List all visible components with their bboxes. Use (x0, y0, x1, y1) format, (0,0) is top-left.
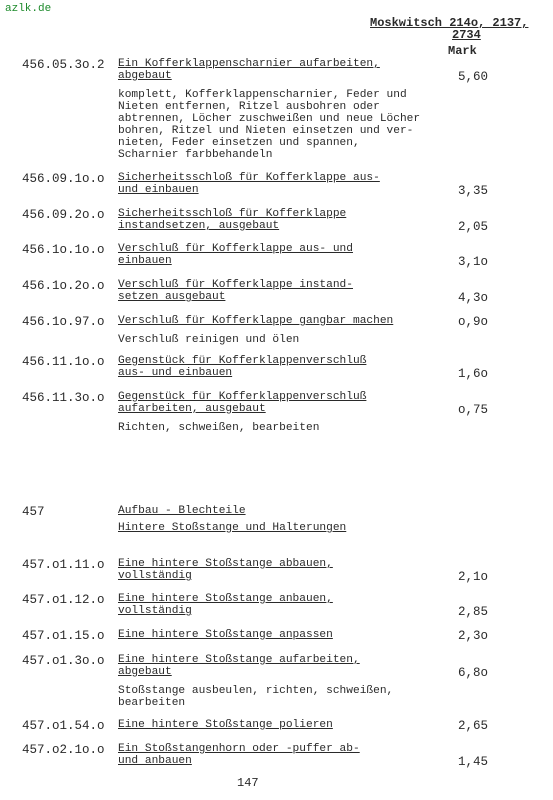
item-title (118, 391, 438, 415)
item-code: 456.1o.1o.o (22, 243, 105, 257)
item-title (118, 593, 438, 617)
item-price: 3,1o (458, 255, 489, 269)
item-code: 457.o1.11.o (22, 558, 105, 572)
item-code: 456.09.1o.o (22, 172, 105, 186)
item-title-line: setzen ausgebaut (118, 291, 226, 303)
item-price: 1,45 (458, 755, 489, 769)
item-description (118, 334, 438, 346)
section-code: 457 (22, 505, 45, 519)
item-title-line: aus- und einbauen (118, 367, 233, 379)
item-title-line: Eine hintere Stoßstange abbauen, (118, 558, 333, 570)
item-code: 456.11.1o.o (22, 355, 105, 369)
item-title (118, 629, 438, 641)
item-title-line: Ein Kofferklappenscharnier aufarbeiten, (118, 58, 380, 70)
item-title-line: Eine hintere Stoßstange anbauen, (118, 593, 333, 605)
item-description-line: komplett, Kofferklappenscharnier, Feder und (118, 89, 407, 101)
item-title (118, 355, 438, 379)
item-code: 456.1o.2o.o (22, 279, 105, 293)
item-price: 1,6o (458, 367, 489, 381)
item-price: o,9o (458, 315, 489, 329)
item-description-line: nieten, Feder einsetzen und spannen, (118, 137, 360, 149)
item-code: 456.11.3o.o (22, 391, 105, 405)
item-description (118, 89, 438, 161)
item-code: 457.o2.1o.o (22, 743, 105, 757)
item-title-line: Gegenstück für Kofferklappenverschluß (118, 391, 367, 403)
item-title-line: Ein Stoßstangenhorn oder -puffer ab- (118, 743, 360, 755)
item-price: 2,1o (458, 570, 489, 584)
site-label: azlk.de (5, 3, 52, 15)
item-title-line: Eine hintere Stoßstange polieren (118, 719, 333, 731)
item-price: 2,05 (458, 220, 489, 234)
item-title-line: Verschluß für Kofferklappe gangbar machen (118, 315, 394, 327)
item-code: 456.1o.97.o (22, 315, 105, 329)
item-code: 457.o1.15.o (22, 629, 105, 643)
item-title-line: Verschluß für Kofferklappe instand- (118, 279, 353, 291)
item-price: 6,8o (458, 666, 489, 680)
item-title (118, 58, 438, 82)
item-title-line: abgebaut (118, 70, 172, 82)
item-price: 2,85 (458, 605, 489, 619)
item-title-line: instandsetzen, ausgebaut (118, 220, 280, 232)
mark-column-header: Mark (448, 44, 477, 58)
item-price: 3,35 (458, 184, 489, 198)
item-price: o,75 (458, 403, 489, 417)
item-description (118, 685, 438, 709)
item-title-line: aufarbeiten, ausgebaut (118, 403, 266, 415)
item-title (118, 719, 438, 731)
item-title-line: Eine hintere Stoßstange aufarbeiten, (118, 654, 360, 666)
item-price: 2,3o (458, 629, 489, 643)
item-title (118, 743, 438, 767)
item-description (118, 422, 438, 434)
item-code: 457.o1.12.o (22, 593, 105, 607)
item-price: 2,65 (458, 719, 489, 733)
item-title (118, 243, 438, 267)
item-title-line: Gegenstück für Kofferklappenverschluß (118, 355, 367, 367)
item-title (118, 654, 438, 678)
item-title-line: Sicherheitsschloß für Kofferklappe (118, 208, 347, 220)
item-title (118, 279, 438, 303)
item-title-line: Verschluß für Kofferklappe aus- und (118, 243, 353, 255)
item-description-line: abtrennen, Löcher zuschweißen und neue Löcher (118, 113, 421, 125)
item-title-line: Sicherheitsschloß für Kofferklappe aus- (118, 172, 380, 184)
item-title-line: einbauen (118, 255, 172, 267)
header-title-line2: 2734 (452, 28, 481, 42)
item-description-line: Verschluß reinigen und ölen (118, 334, 300, 346)
item-code: 457.o1.3o.o (22, 654, 105, 668)
section-subtitle: Hintere Stoßstange und Halterungen (118, 522, 347, 534)
item-description-line: bohren, Ritzel und Nieten einsetzen und ver- (118, 125, 414, 137)
item-price: 4,3o (458, 291, 489, 305)
item-code: 456.09.2o.o (22, 208, 105, 222)
item-title (118, 208, 438, 232)
item-description-line: Scharnier farbbehandeln (118, 149, 273, 161)
item-title (118, 558, 438, 582)
item-title (118, 172, 438, 196)
item-title-line: und einbauen (118, 184, 199, 196)
item-title-line: Eine hintere Stoßstange anpassen (118, 629, 333, 641)
item-description-line: bearbeiten (118, 697, 186, 709)
page-number: 147 (237, 776, 259, 790)
section-title: Aufbau - Blechteile (118, 505, 246, 517)
item-title-line: und anbauen (118, 755, 192, 767)
header-title: Moskwitsch 214o, 2137, (370, 16, 529, 30)
item-price: 5,60 (458, 70, 489, 84)
item-title-line: vollständig (118, 605, 192, 617)
item-description-line: Richten, schweißen, bearbeiten (118, 422, 320, 434)
item-code: 456.05.3o.2 (22, 58, 105, 72)
item-title (118, 315, 438, 327)
item-title-line: vollständig (118, 570, 192, 582)
item-code: 457.o1.54.o (22, 719, 105, 733)
item-description-line: Nieten entfernen, Ritzel ausbohren oder (118, 101, 380, 113)
item-title-line: abgebaut (118, 666, 172, 678)
item-description-line: Stoßstange ausbeulen, richten, schweißen, (118, 685, 394, 697)
